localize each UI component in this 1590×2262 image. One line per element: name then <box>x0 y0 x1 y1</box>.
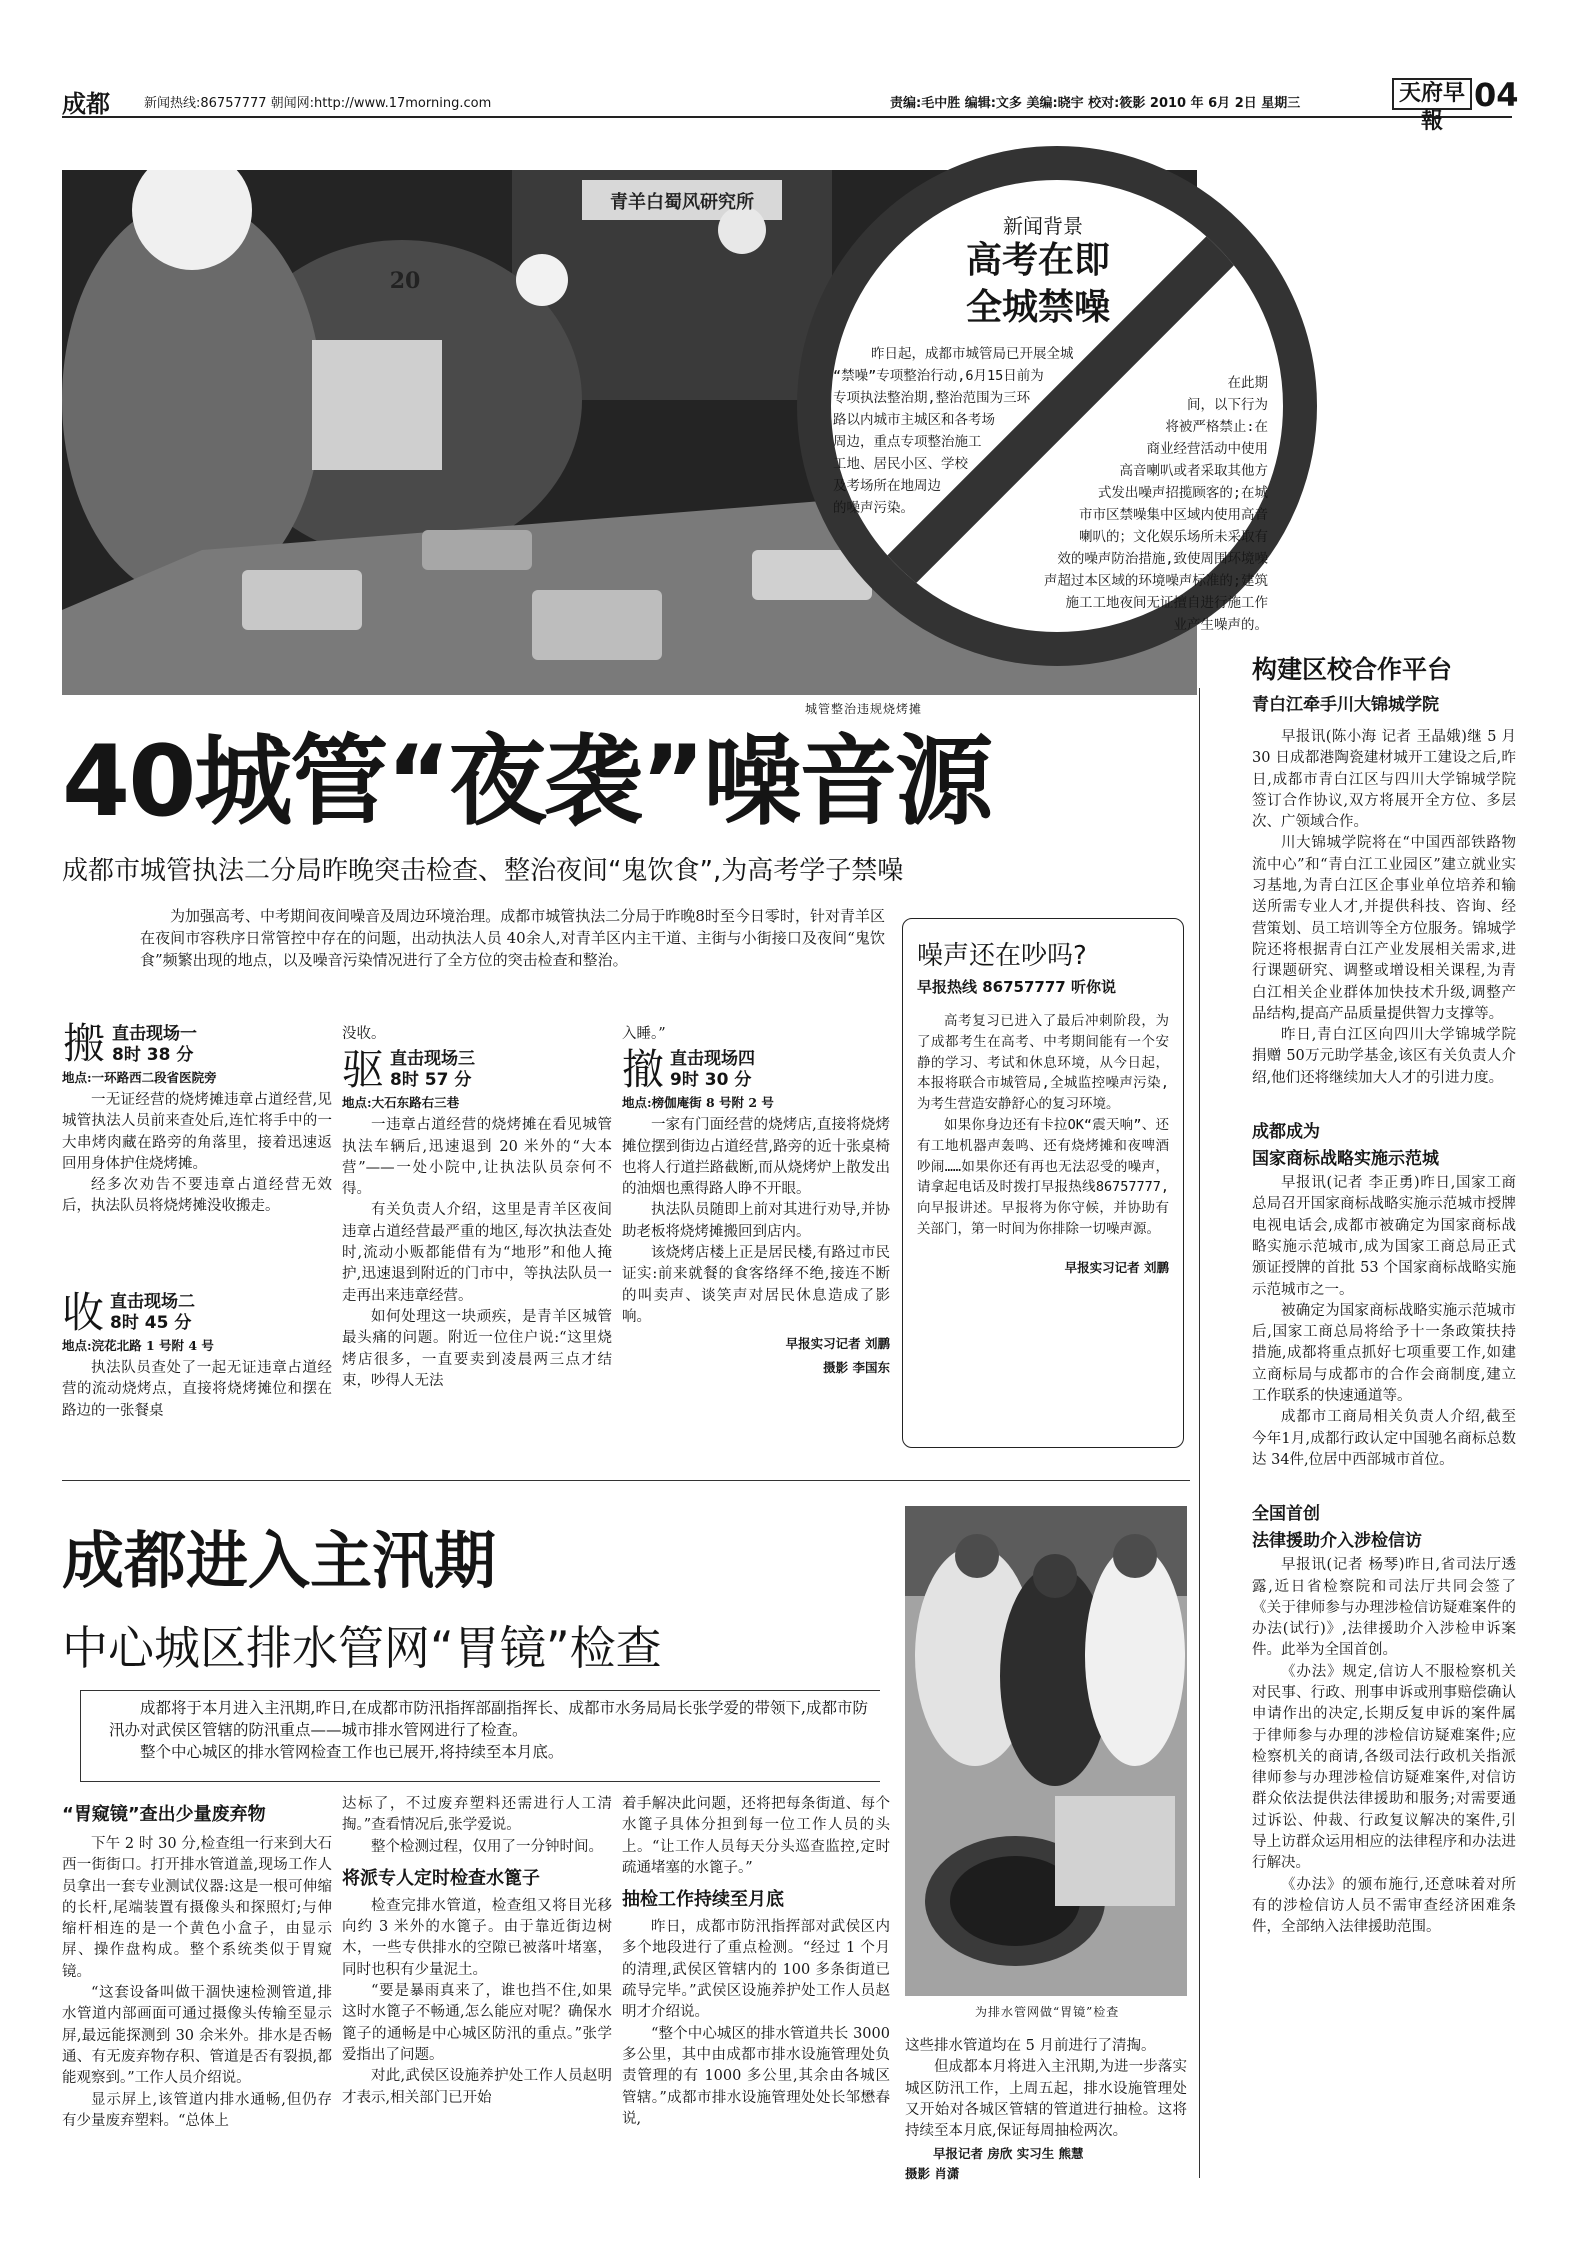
flood-col4-p2: 但成都本月将进入主汛期,为进一步落实城区防汛工作，上周五起，排水设施管理处又开始对各城区管辖的管道进行抽检。这将持续至本月底,保证每周抽检两次。 <box>905 2059 1187 2140</box>
scene-two-char: 收 <box>62 1288 105 1337</box>
column-divider <box>1199 688 1200 2178</box>
flood-photo-byline: 摄影 肖潇 <box>905 2166 960 2182</box>
flood-col1-p3: 显示屏上,该管道内排水通畅,但仍存有少量废弃塑料。“总体上 <box>62 2091 332 2129</box>
scene-one-p2: 经多次劝告不要违章占道经营无效后，执法队员将烧烤摊没收搬走。 <box>62 1177 332 1215</box>
article3-p2: 《办法》规定,信访人不服检察机关对民事、行政、刑事申诉或刑事赔偿确认申请作出的决定,长期反复申诉的案件属于律师参与办理的涉检信访疑难案件;应检察机关的商请,各级司法行政机关指派律师参与办理涉检信访疑难案件,对信访群众依法提供法律援助和服务;对需要通过诉讼、仲裁、行政复议解决的案件,引导上访群众运用相应的法律程序和办法进行解决。 <box>1252 1663 1516 1872</box>
background-kicker: 新闻背景 <box>1003 214 1083 238</box>
background-title-1: 高考在即 <box>966 240 1111 281</box>
scene-one <box>62 1019 332 1218</box>
article1-p3: 昨日,青白江区向四川大学锦城学院捐赠 50万元助学基金,该区有关负责人介绍,他们还将继续加大人才的引进力度。 <box>1252 1027 1516 1086</box>
scene-one-time: 8时 38 分 <box>112 1045 194 1065</box>
hotline-sub: 早报热线 86757777 听你说 <box>917 978 1116 996</box>
page-number: 04 <box>1474 76 1519 114</box>
article1-p2: 川大锦城学院将在“中国西部铁路物流中心”和“青白江工业园区”建立就业实习基地,为青白江区企事业单位培养和输送所需专业人才,并提供科技、咨询、经营策划、员工培训等全方位服务。锦城学院还将根据青白江产业发展相关需求,进行课题研究、调整或增设相关课程,为青白江相关企业群体加快技术升级,调整产品结构,提高产品质量提供智力支撑等。 <box>1252 835 1516 1022</box>
scene-three-p1: 一违章占道经营的烧烤摊在看见城管执法车辆后,迅速退到 20 米外的“大本营”——一处小院中,让执法队员奈何不得。 <box>342 1117 612 1198</box>
hotline-byline: 早报实习记者 刘鹏 <box>1064 1259 1169 1275</box>
article2-headline: 成都成为 <box>1252 1122 1320 1143</box>
article1-p1: 早报讯(陈小海 记者 王晶娥)继 5 月 30 日成都港陶瓷建材城开工建设之后,昨日,成都市青白江区与四川大学锦城学院签订合作协议,双方将展开全方位、多层次、广领域合作。 <box>1252 729 1516 831</box>
photo-caption: 城管整治违规烧烤摊 <box>805 702 923 716</box>
scene-three-time: 8时 57 分 <box>390 1070 472 1091</box>
photo-byline: 摄影 李国东 <box>823 1360 890 1376</box>
article3-p3: 《办法》的颁布施行,还意味着对所有的涉检信访人员不需审查经济困难条件，全部纳入法律援助范围。 <box>1252 1876 1516 1936</box>
background-title-2: 全城禁噪 <box>966 287 1111 328</box>
scene-one-char: 搬 <box>63 1019 106 1068</box>
article2-p2: 被确定为国家商标战略实施示范城市后,国家工商总局将给予十一条政策扶持措施,成都将重点抓好七项重要工作,如建立商标局与成都市的合作会商制度,建立工作联系的快速通道等。 <box>1252 1302 1516 1405</box>
scene-one-location: 地点:一环路西二段省医院旁 <box>62 1070 217 1085</box>
article2-subhead: 国家商标战略实施示范城 <box>1252 1149 1439 1170</box>
scene-four-location: 地点:榜伽庵街 8 号附 2 号 <box>622 1095 774 1111</box>
contact-line: 新闻热线:86757777 朝闻网:http://www.17morning.com <box>144 96 492 111</box>
flood-col-4 <box>905 2036 1187 2182</box>
shop-sign: 青羊白蜀风研究所 <box>610 192 754 213</box>
scene-one-title: 直击现场一 <box>112 1024 198 1044</box>
article3-headline: 全国首创 <box>1252 1504 1320 1525</box>
scene-two-title: 直击现场二 <box>110 1292 196 1312</box>
flood-col2-p2: 整个检测过程，仅用了一分钟时间。 <box>371 1838 603 1855</box>
hotline-title: 噪声还在吵吗? <box>917 941 1087 971</box>
flood-col2-heading: 将派专人定时检查水篦子 <box>342 1867 540 1889</box>
flood-col3-p3: “整个中心城区的排水管道共长 3000 多公里，其中由成都市排水设施管理处负责管理的有 1000 多公里,其余由各城区管辖。”成都市排水设施管理处处长邹懋春说, <box>622 2025 890 2127</box>
noise-hotline-box <box>902 918 1184 1448</box>
scene-three-title: 直击现场三 <box>390 1049 476 1070</box>
flood-lead-1: 成都将于本月进入主汛期,昨日,在成都市防汛指挥部副指挥长、成都市水务局局长张学爱的带领下,成都市防汛办对武侯区管辖的防汛重点——城市排水管网进行了检查。 <box>109 1699 868 1739</box>
credits-line: 责编:毛中胜 编辑:文多 美编:晓宇 校对:筱影 2010 年 6月 2日 星期三 <box>890 96 1301 111</box>
right-column <box>1252 650 1516 1939</box>
flood-col3-p1: 着手解决此问题，还将把每条街道、每个水篦子具体分担到每一位工作人员的头上。“让工作人员每天分头巡查监控,定时疏通堵塞的水篦子。” <box>622 1796 890 1876</box>
flood-col2-p4: “要是暴雨真来了，谁也挡不住,如果这时水篦子不畅通,怎么能应对呢？确保水篦子的通畅是中心城区防汛的重点。”张学爱指出了问题。 <box>342 1983 612 2063</box>
article1-headline: 构建区校合作平台 <box>1252 655 1453 684</box>
article1-subhead: 青白江牵手川大锦城学院 <box>1252 695 1439 715</box>
flood-col1-p1: 下午 2 时 30 分,检查组一行来到大石西一街街口。打开排水管道盖,现场工作人员拿出一套专业测试仪器:这是一根可伸缩的长杆,尾端装置有摄像头和探照灯;与伸缩杆相连的是一个黄色小盒子，由显示屏、操作盘构成。整个系统类似于胃窥镜。 <box>62 1836 332 1980</box>
flood-col3-p2: 昨日，成都市防汛指挥部对武侯区内多个地段进行了重点检测。“经过 1 个月的清理,武侯区管辖内的 100 多条街道已疏导完毕。”武侯区设施养护处工作人员赵明才介绍说。 <box>622 1919 890 2021</box>
scene-three-location: 地点:大石东路右三巷 <box>342 1095 460 1111</box>
page-header <box>62 76 1519 134</box>
scene-two-time: 8时 45 分 <box>110 1313 192 1333</box>
flood-col-1 <box>62 1800 332 2132</box>
scene-two-location: 地点:浣花北路 1 号附 4 号 <box>62 1338 214 1353</box>
main-subheadline: 成都市城管执法二分局昨晚突击检查、整治夜间“鬼饮食”,为高考学子禁噪 <box>62 856 904 886</box>
flood-col2-p3: 检查完排水管道，检查组又将目光移向约 3 米外的水篦子。由于靠近街边树木，一些专供排水的空隙已被落叶堵塞，同时也积有少量泥土。 <box>342 1897 612 1978</box>
flood-byline: 早报记者 房欣 实习生 熊慧 <box>933 2146 1084 2162</box>
article2-p1: 早报讯(记者 李正勇)昨日,国家工商总局召开国家商标战略实施示范城市授牌电视电话会,成都市被确定为国家商标战略实施示范城市,成为国家工商总局正式颁证授牌的首批 53 个国家商标战略实施示范城市之一。 <box>1252 1175 1516 1298</box>
scene-four <box>622 1024 890 1376</box>
background-text-left: 昨日起，成都市城管局已开展全城 “禁噪”专项整治行动,6月15日前为 专项执法整治期,整治范围为三环 路以内城市主城区和各考场 周边，重点专项整治施工 工地、居民小区、学校 及考场所在地周边 的噪声污染。 <box>833 346 1074 516</box>
scene-four-p1: 一家有门面经营的烧烤店,直接将烧烤摊位摆到街边占道经营,路旁的近十张桌椅也将人行道拦路截断,而从烧烤炉上散发出的油烟也熏得路人睁不开眼。 <box>622 1117 890 1198</box>
flood-col3-heading: 抽检工作持续至月底 <box>622 1889 784 1911</box>
flood-col2-p1: 达标了，不过废弃塑料还需进行人工清掏。”查看情况后,张学爱说。 <box>342 1796 612 1834</box>
section-name: 成都 <box>62 90 110 118</box>
newspaper-logo: 天府早報 <box>1392 78 1472 110</box>
main-lead: 为加强高考、中考期间夜间噪音及周边环境治理。成都市城管执法二分局于昨晚8时至今日零时，针对青羊区在夜间市容秩序日常管控中存在的问题，出动执法人员 40余人,对青羊区内主干道、主街与小街接口及夜间“鬼饮食”频繁出现的地点，以及噪音污染情况进行了全方位的突击检查和整治。 <box>140 907 885 969</box>
flood-col2-p5: 对此,武侯区设施养护处工作人员赵明才表示,相关部门已开始 <box>342 2068 612 2106</box>
main-headline: 40城管“夜袭”噪音源 <box>62 725 992 839</box>
section-divider <box>62 1480 1190 1481</box>
flood-photo-scene <box>905 1506 1187 1996</box>
background-text-right: 在此期 间，以下行为 将被严格禁止:在 商业经营活动中使用 高音喇叭或者采取其他方 式发出噪声招揽顾客的;在城 市市区禁噪集中区域内使用高音 喇叭的；文化娱乐场所未采取有 效的噪声防治措施,致使周围环境噪 声超过本区域的环境噪声标准的;建筑 施工工地夜间无证擅自进行施工作 业产生噪声的。 <box>1043 375 1268 633</box>
flood-photo <box>905 1506 1187 1996</box>
scene-four-p2: 执法队员随即上前对其进行劝导,并协助老板将烧烤摊搬回到店内。 <box>622 1202 890 1240</box>
scene-four-pre: 入睡。” <box>622 1026 666 1042</box>
flood-col1-p2: “这套设备叫做干涸快速检测管道,排水管道内部画面可通过摄像头传输至显示屏,最远能探测到 30 余米外。排水是否畅通、有无废弃物存积、管道是否有裂损,都能观察到。”工作人员介绍说。 <box>62 1985 332 2087</box>
article2-p3: 成都市工商局相关负责人介绍,截至今年1月,成都行政认定中国驰名商标总数达 34件,位居中西部城市首位。 <box>1252 1409 1516 1468</box>
scene-two-p1: 执法队员查处了一起无证违章占道经营的流动烧烤点，直接将烧烤摊位和摆在路边的一张餐桌 <box>62 1360 332 1419</box>
flood-col-2 <box>342 1794 612 2109</box>
flood-col4-p1: 这些排水管道均在 5 月前进行了清掏。 <box>905 2038 1156 2054</box>
article3-subhead: 法律援助介入涉检信访 <box>1252 1531 1422 1552</box>
scene-three-p2: 有关负责人介绍，这里是青羊区夜间违章占道经营最严重的地区,每次执法查处时,流动小贩都能借有为“地形”和他人掩护,迅速退到附近的门市中，等执法队员一走再出来违章经营。 <box>342 1202 612 1304</box>
scene-three-pre: 没收。 <box>342 1026 386 1042</box>
flood-photo-caption: 为排水管网做“胃镜”检查 <box>975 2005 1120 2019</box>
scene-four-p3: 该烧烤店楼上正是居民楼,有路过市民证实:前来就餐的食客络绎不绝,接连不断的叫卖声、谈笑声对居民休息造成了影响。 <box>622 1245 890 1325</box>
hotline-p1: 高考复习已进入了最后冲刺阶段，为了成都考生在高考、中考期间能有一个安静的学习、考试和休息环境，从今日起，本报将联合市城管局,全城监控噪声污染,为考生营造安静舒心的复习环境。 <box>917 1013 1169 1113</box>
flood-headline: 成都进入主汛期 <box>62 1524 497 1597</box>
door-plate: 20 <box>389 268 421 294</box>
scene-four-time: 9时 30 分 <box>670 1070 752 1091</box>
flood-subheadline: 中心城区排水管网“胃镜”检查 <box>62 1621 662 1675</box>
scene-three-char: 驱 <box>342 1045 385 1095</box>
scene-four-byline: 早报实习记者 刘鹏 <box>785 1336 890 1352</box>
scene-four-title: 直击现场四 <box>670 1049 756 1070</box>
scene-three-p3: 如何处理这一块顽疾，是青羊区城管最头痛的问题。附近一位住户说:“这里烧烤店很多，一直要卖到凌晨两三点才结束，吵得人无法 <box>342 1308 612 1389</box>
flood-col1-heading: “胃窥镜”查出少量废弃物 <box>62 1804 266 1825</box>
article3-p1: 早报讯(记者 杨琴)昨日,省司法厅透露,近日省检察院和司法厅共同会签了《关于律师参与办理涉检信访疑难案件的办法(试行)》,法律援助介入涉检申诉案件。此举为全国首创。 <box>1252 1557 1516 1659</box>
scene-one-p1: 一无证经营的烧烤摊违章占道经营,见城管执法人员前来查处后,连忙将手中的一大串烤肉藏在路旁的角落里，接着迅速返回用身体护住烧烤摊。 <box>62 1092 332 1172</box>
hotline-p2: 如果你身边还有卡拉OK“震天响”、还有工地机器声轰鸣、还有烧烤摊和夜啤酒吵闹……如果你还有再也无法忍受的噪声，请拿起电话及时拨打早报热线86757777,向早报讲述。早报将为你守候，并协助有关部门，第一时间为你排除一切噪声源。 <box>917 1116 1169 1237</box>
scene-four-char: 撤 <box>622 1045 665 1095</box>
flood-lead-box <box>80 1690 880 1782</box>
flood-lead-2: 整个中心城区的排水管网检查工作也已展开,将持续至本月底。 <box>140 1743 564 1761</box>
flood-col-3 <box>622 1794 890 2130</box>
scene-three <box>342 1024 612 1392</box>
scene-two <box>62 1288 332 1422</box>
